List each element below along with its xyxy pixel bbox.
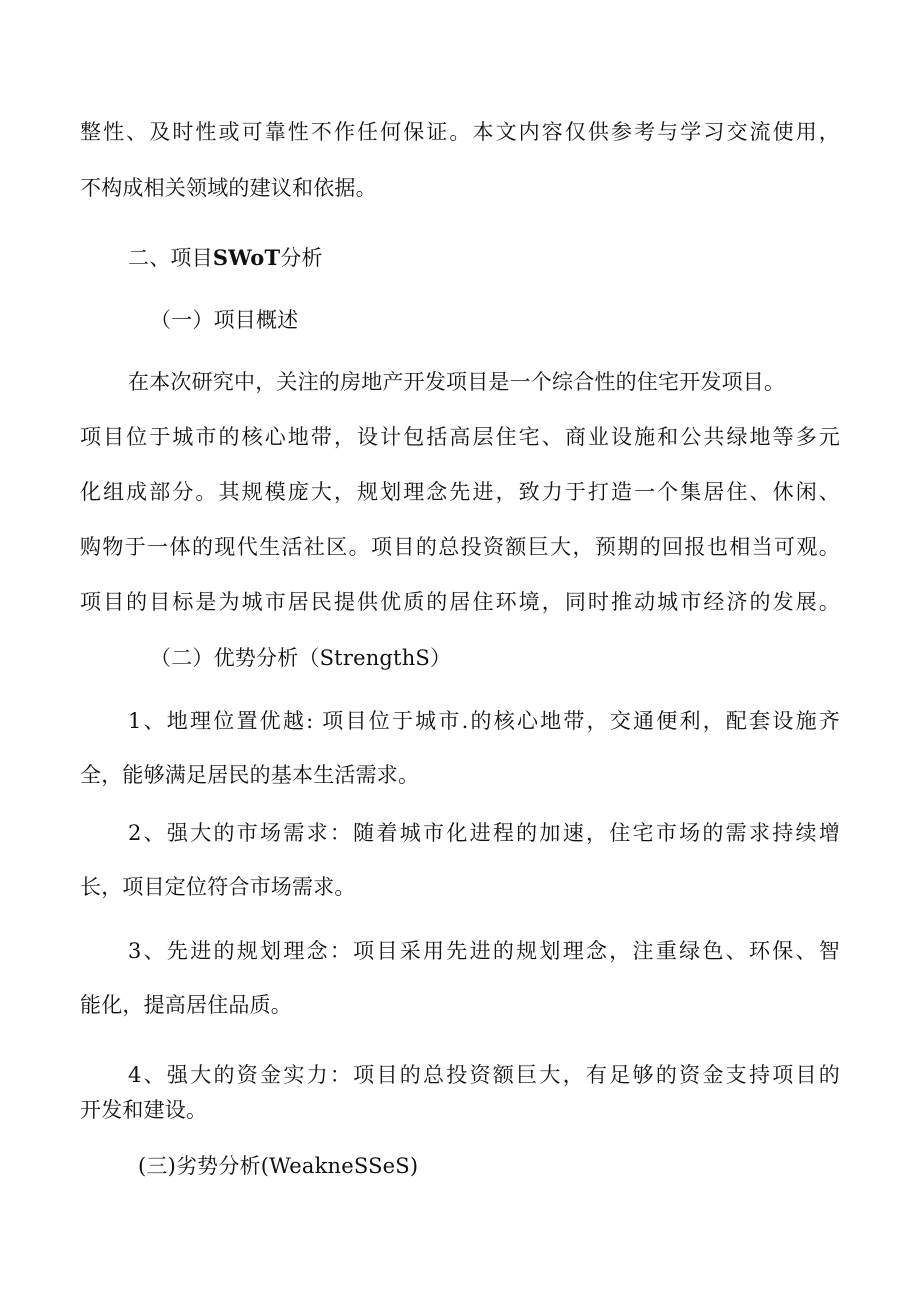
intro-line: 整性、及时性或可靠性不作任何保证。本文内容仅供参考与学习交流使用， — [80, 120, 840, 144]
strength-line: 全，能够满足居民的基本生活需求。 — [80, 763, 420, 787]
strength-line: 开发和建设。 — [80, 1098, 208, 1122]
intro-line: 不构成相关领域的建议和依据。 — [80, 176, 377, 200]
strength-line: 1、地理位置优越: 项目位于城市.的核心地带，交通便利，配套设施齐 — [128, 709, 840, 733]
strength-line: 2、强大的市场需求：随着城市化进程的加速，住宅市场的需求持续增 — [128, 821, 840, 845]
section-heading-suffix: 分析 — [280, 246, 323, 270]
strength-line: 能化，提高居住品质。 — [80, 993, 292, 1017]
section-heading-prefix: 二、项目 — [128, 246, 213, 270]
subsection-heading: （一）项目概述 — [150, 308, 299, 332]
paragraph-line: 化组成部分。其规模庞大，规划理念先进，致力于打造一个集居住、休闲、 — [80, 480, 840, 504]
strength-line: 长，项目定位符合市场需求。 — [80, 875, 356, 899]
strength-line: 3、先进的规划理念：项目采用先进的规划理念，注重绿色、环保、智 — [128, 939, 840, 963]
subsection-heading: (三)劣势分析(WeakneSSeS) — [138, 1154, 419, 1178]
paragraph-line: 在本次研究中，关注的房地产开发项目是一个综合性的住宅开发项目。 — [128, 370, 786, 394]
strength-line: 4、强大的资金实力：项目的总投资额巨大，有足够的资金支持项目的 — [128, 1063, 840, 1087]
subsection-heading: （二）优势分析（StrengthS） — [150, 646, 452, 670]
section-heading — [128, 244, 888, 272]
paragraph-line: 购物于一体的现代生活社区。项目的总投资额巨大，预期的回报也相当可观。 — [80, 535, 840, 559]
paragraph-line: 项目位于城市的核心地带，设计包括高层住宅、商业设施和公共绿地等多元 — [80, 425, 840, 449]
section-heading-bold: SWoT — [212, 245, 281, 270]
paragraph-line: 项目的目标是为城市居民提供优质的居住环境，同时推动城市经济的发展。 — [80, 590, 840, 614]
